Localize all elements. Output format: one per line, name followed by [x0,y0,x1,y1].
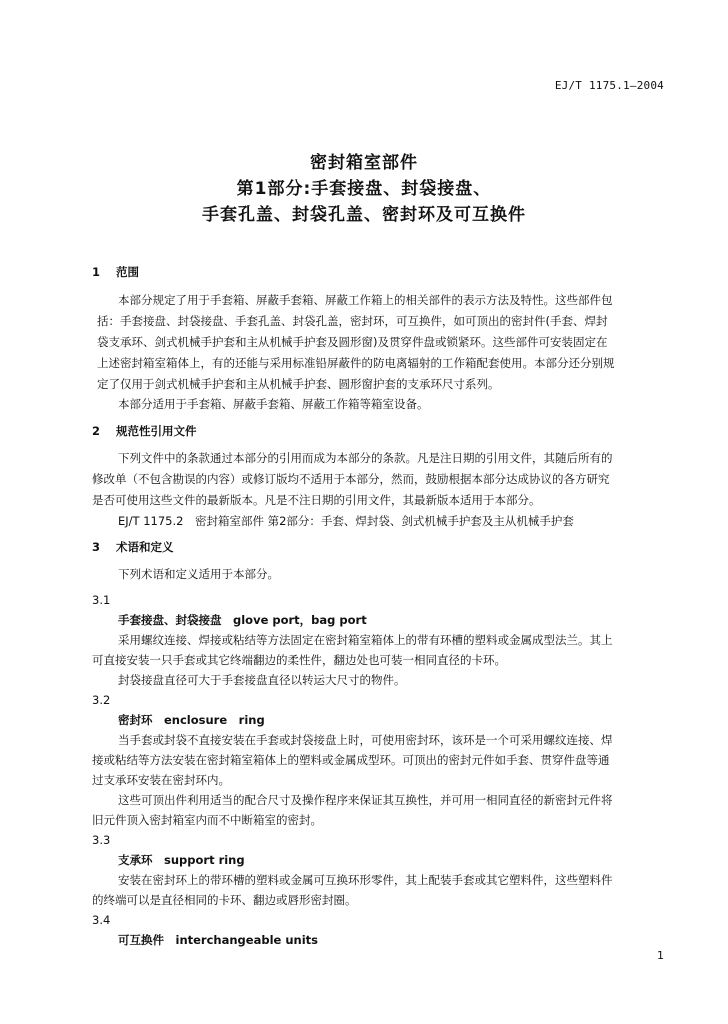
section-2-number: 2 [92,424,101,438]
term-title: 支承环 support ring [118,853,245,867]
term-number: 3.2 [92,693,111,707]
section-1-scope-line: 本部分适用于手套箱、屏蔽手套箱、屏蔽工作箱等箱室设备。 [118,397,429,411]
normative-reference: EJ/T 1175.2 密封箱室部件 第2部分：手套、焊封袋、剑式机械手护套及主从机械手护套 [118,514,574,528]
title-line-2: 第1部分:手套接盘、封袋接盘、 [236,179,492,199]
term-definition-line: 采用螺纹连接、焊接或粘结等方法固定在密封箱室箱体上的带有环槽的塑料或金属成型法兰。其上 [118,633,613,647]
section-2-title: 规范性引用文件 [116,424,197,438]
term-definition-line: 封袋接盘直径可大于手套接盘直径以转运大尺寸的物件。 [118,673,406,687]
section-3-number: 3 [92,540,101,554]
term-definition-line: 这些可顶出件利用适当的配合尺寸及操作程序来保证其互换性，并可用一相同直径的新密封元件将 [118,793,613,807]
term-title: 密封环 enclosure ring [118,713,265,727]
term-definition-line: 安装在密封环上的带环槽的塑料或金属可互换环形零件，其上配装手套或其它塑料件，这些塑料件 [118,873,613,887]
section-1-title: 范围 [116,265,140,279]
section-2-para-line: 是否可使用这些文件的最新版本。凡是不注日期的引用文件，其最新版本适用于本部分。 [92,493,541,507]
section-3-heading [92,539,174,555]
term-number: 3.4 [92,913,111,927]
title-line-3: 手套孔盖、封袋孔盖、密封环及可互换件 [202,205,526,225]
term-definition-line: 可直接安装一只手套或其它终端翻边的柔性件，翻边处也可装一相同直径的卡环。 [92,653,506,667]
term-definition-line: 过支承环安装在密封环内。 [92,773,230,787]
page-number: 1 [657,949,664,962]
term-number: 3.1 [92,593,111,607]
section-1-heading [92,264,139,280]
term-definition-line: 当手套或封袋不直接安装在手套或封袋接盘上时，可使用密封环，该环是一个可采用螺纹连接、焊 [118,733,613,747]
term-number: 3.3 [92,833,111,847]
section-2-para-line: 修改单（不包含勘误的内容）或修订版均不适用于本部分，然而，鼓励根据本部分达成协议的各方研究 [92,472,610,486]
term-definition-line: 接或粘结等方法安装在密封箱室箱体上的塑料或金属成型环。可顶出的密封元件如手套、贯穿件盘等通 [92,753,610,767]
term-title: 可互换件 interchangeable units [118,933,318,947]
section-3-intro: 下列术语和定义适用于本部分。 [118,567,279,581]
term-definition-line: 旧元件顶入密封箱室内而不中断箱室的密封。 [92,813,322,827]
section-1-para-line: 本部分规定了用于手套箱、屏蔽手套箱、屏蔽工作箱上的相关部件的表示方法及特性。这些部件包 [118,293,613,307]
term-title: 手套接盘、封袋接盘 glove port，bag port [118,613,367,627]
title-line-1: 密封箱室部件 [310,153,418,173]
section-3-title: 术语和定义 [116,540,174,554]
section-1-para-line: 上述密封箱室箱体上，有的还能与采用标准铅屏蔽件的防电离辐射的工作箱配套使用。本部分还分别规 [97,356,615,370]
section-1-para-line: 袋支承环、剑式机械手护套和主从机械手护套及圆形窗)及贯穿件盘或锁紧环。这些部件可安装固定在 [97,335,608,349]
standard-code: EJ/T 1175.1—2004 [554,79,664,92]
section-2-para-line: 下列文件中的条款通过本部分的引用而成为本部分的条款。凡是注日期的引用文件，其随后所有的 [118,451,613,465]
section-1-number: 1 [92,265,101,279]
section-1-para-line: 括：手套接盘、封袋接盘、手套孔盖、封袋孔盖，密封环，可互换件，如可顶出的密封件(手套、焊封 [97,314,608,328]
section-2-heading [92,423,197,439]
term-definition-line: 的终端可以是直径相同的卡环、翻边或唇形密封圈。 [92,893,357,907]
section-1-para-line: 定了仅用于剑式机械手护套和主从机械手护套、圆形窗护套的支承环尺寸系列。 [97,377,500,391]
